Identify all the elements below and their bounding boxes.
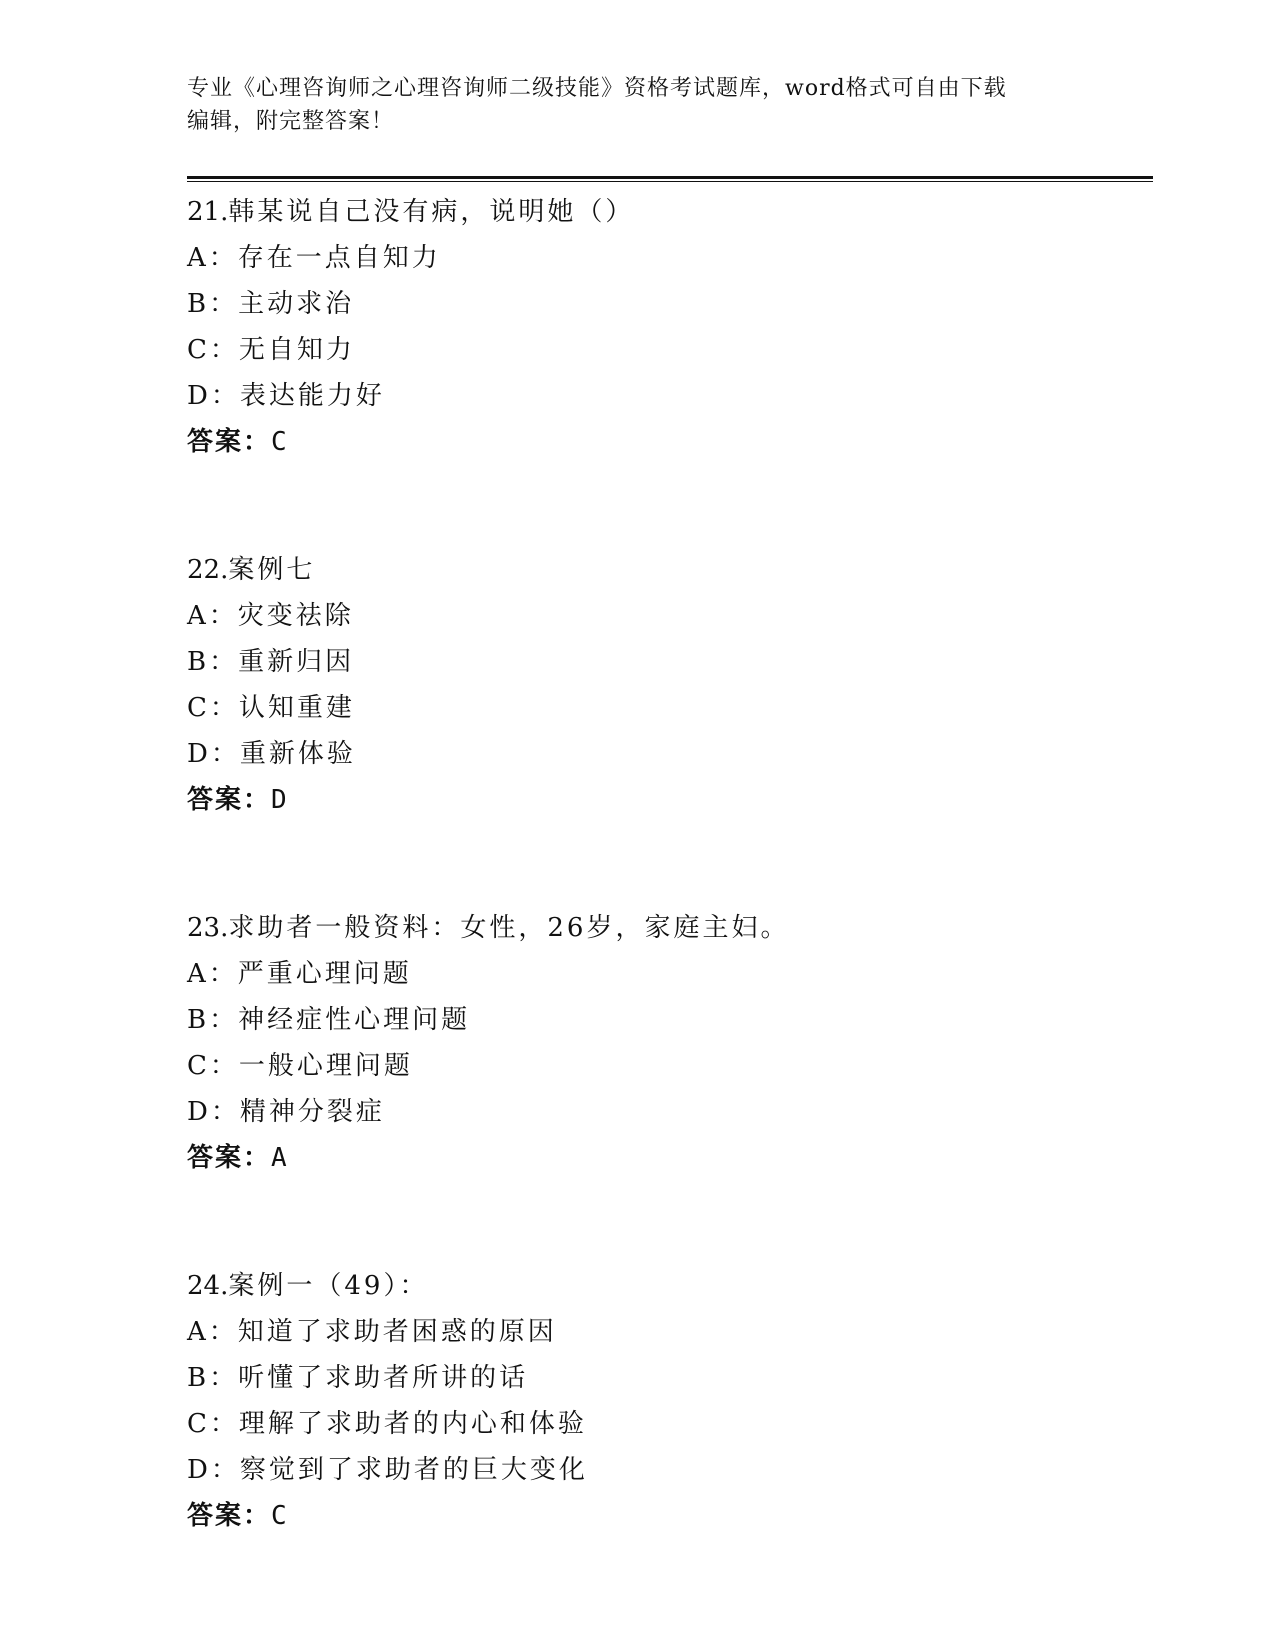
option-text: 主动求治 (238, 289, 355, 319)
option-text: 无自知力 (238, 335, 355, 365)
option-text: 重新归因 (238, 647, 355, 677)
question-stem (187, 905, 1147, 951)
answer-label: 答案： (187, 1143, 272, 1173)
option-key: C： (187, 1051, 239, 1081)
question-text: 求助者一般资料：女性，26岁，家庭主妇。 (228, 913, 790, 943)
question-number: 21. (187, 197, 229, 227)
option-key: B： (187, 1005, 239, 1035)
option-text: 灾变祛除 (237, 601, 354, 631)
option-c (187, 1043, 1147, 1089)
question-23 (187, 905, 1147, 1181)
option-a (187, 593, 1147, 639)
answer-line (187, 777, 1147, 823)
answer-value: C (271, 1501, 288, 1531)
answer-line (187, 419, 1147, 465)
option-key: B： (187, 289, 239, 319)
option-key: D： (187, 739, 240, 769)
option-text: 存在一点自知力 (237, 243, 441, 273)
option-text: 认知重建 (238, 693, 355, 723)
option-key: B： (187, 647, 239, 677)
option-c (187, 1401, 1147, 1447)
question-stem (187, 547, 1147, 593)
option-d (187, 373, 1147, 419)
option-a (187, 1309, 1147, 1355)
answer-label: 答案： (187, 427, 272, 457)
option-key: C： (187, 1409, 239, 1439)
question-text: 韩某说自己没有病，说明她（） (228, 197, 635, 227)
option-key: D： (187, 1455, 240, 1485)
question-list (187, 189, 1147, 1621)
option-key: A： (187, 243, 238, 273)
option-key: A： (187, 1317, 238, 1347)
option-text: 理解了求助者的内心和体验 (238, 1409, 587, 1439)
question-24 (187, 1263, 1147, 1539)
option-c (187, 685, 1147, 731)
option-b (187, 997, 1147, 1043)
question-22 (187, 547, 1147, 823)
option-a (187, 951, 1147, 997)
question-number: 23. (187, 913, 229, 943)
option-text: 重新体验 (239, 739, 356, 769)
option-b (187, 639, 1147, 685)
option-text: 一般心理问题 (238, 1051, 413, 1081)
header-divider-thin (187, 181, 1153, 182)
question-stem (187, 1263, 1147, 1309)
header-line-1: 专业《心理咨询师之心理咨询师二级技能》资格考试题库，word格式可自由下载 (187, 76, 1007, 101)
option-key: C： (187, 693, 239, 723)
option-key: D： (187, 1097, 240, 1127)
option-key: A： (187, 959, 238, 989)
answer-value: C (271, 427, 288, 457)
question-stem (187, 189, 1147, 235)
answer-value: A (271, 1143, 288, 1173)
option-d (187, 1447, 1147, 1493)
option-text: 知道了求助者困惑的原因 (237, 1317, 557, 1347)
question-text: 案例一（49）： (228, 1271, 429, 1301)
option-c (187, 327, 1147, 373)
option-text: 察觉到了求助者的巨大变化 (239, 1455, 588, 1485)
option-key: C： (187, 335, 239, 365)
answer-value: D (271, 785, 288, 815)
document-header (187, 72, 1087, 138)
option-a (187, 235, 1147, 281)
option-text: 表达能力好 (239, 381, 385, 411)
question-text: 案例七 (228, 555, 316, 585)
option-b (187, 1355, 1147, 1401)
option-key: D： (187, 381, 240, 411)
answer-label: 答案： (187, 785, 272, 815)
option-text: 精神分裂症 (239, 1097, 385, 1127)
option-b (187, 281, 1147, 327)
option-text: 听懂了求助者所讲的话 (238, 1363, 529, 1393)
question-21 (187, 189, 1147, 465)
option-d (187, 731, 1147, 777)
answer-line (187, 1493, 1147, 1539)
header-line-2: 编辑，附完整答案！ (187, 109, 395, 134)
header-divider-thick (187, 176, 1153, 179)
option-text: 严重心理问题 (237, 959, 412, 989)
question-number: 24. (187, 1271, 229, 1301)
option-d (187, 1089, 1147, 1135)
option-text: 神经症性心理问题 (238, 1005, 471, 1035)
option-key: B： (187, 1363, 239, 1393)
answer-line (187, 1135, 1147, 1181)
question-number: 22. (187, 555, 229, 585)
answer-label: 答案： (187, 1501, 272, 1531)
option-key: A： (187, 601, 238, 631)
